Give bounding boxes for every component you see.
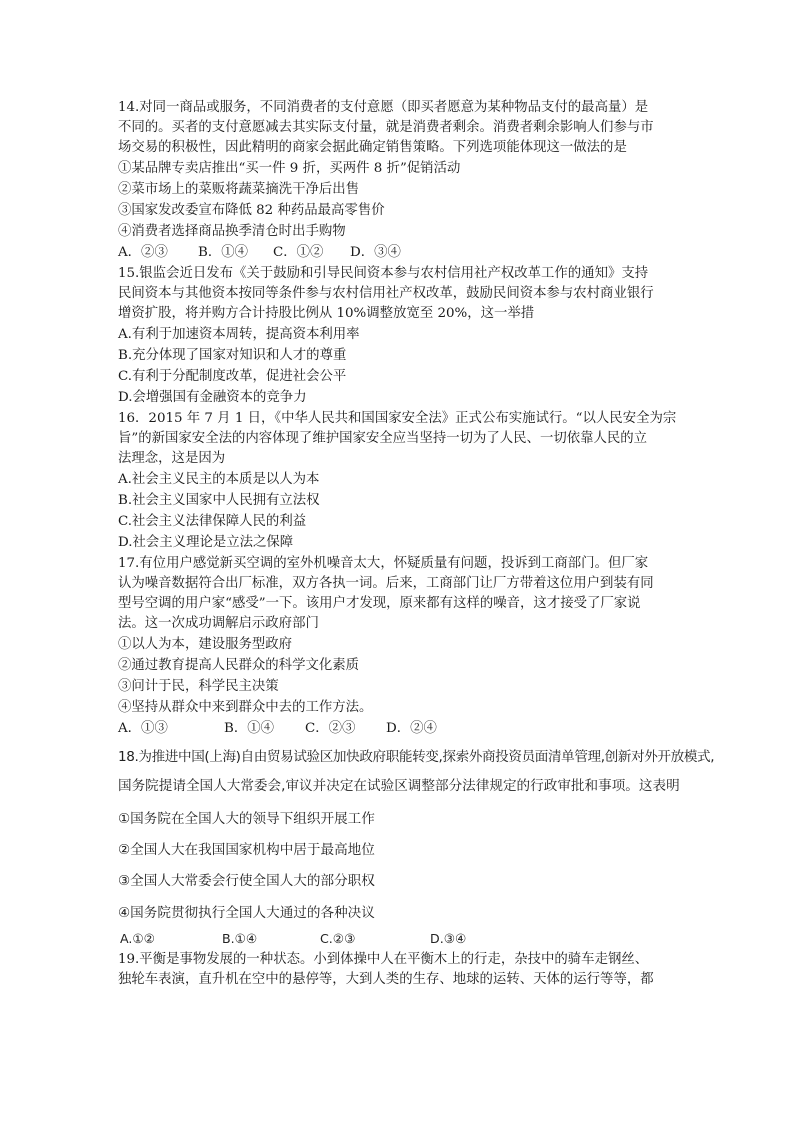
q16-stem-line-3: 法理念，这是因为 bbox=[118, 451, 226, 466]
q17-stem-line-1: 17.有位用户感觉新买空调的室外机噪音太大，怀疑质量有问题，投诉到工商部门。但厂家 bbox=[118, 556, 649, 571]
q14-answer-b: B．①④ bbox=[198, 245, 249, 260]
q15-option-d: D.会增强国有金融资本的竞争力 bbox=[118, 390, 307, 405]
q17-stem-line-3: 型号空调的用户家“感受”一下。该用户才发现，原来都有这样的噪音，这才接受了厂家说 bbox=[118, 596, 641, 611]
q18-item-2: ②全国人大在我国国家机构中居于最高地位 bbox=[118, 842, 375, 858]
q17-answer-d: D．②④ bbox=[386, 721, 437, 736]
q17-item-1: ①以人为本，建设服务型政府 bbox=[118, 637, 293, 652]
q17-answer-a: A．①③ bbox=[118, 721, 168, 736]
q16-option-a: A.社会主义民主的本质是以人为本 bbox=[118, 472, 320, 487]
q15-stem-line-3: 增资扩股，将并购方合计持股比例从 10%调整放宽至 20%，这一举措 bbox=[118, 306, 535, 321]
q18-answer-d: D.③④ bbox=[430, 931, 467, 946]
q15-stem-line-2: 民间资本与其他资本按同等条件参与农村信用社产权改革，鼓励民间资本参与农村商业银行 bbox=[118, 286, 654, 301]
q15-option-c: C.有利于分配制度改革，促进社会公平 bbox=[118, 369, 347, 384]
q16-stem-line-2: 旨”的新国家安全法的内容体现了维护国家安全应当坚持一切为了人民、一切依靠人民的立 bbox=[118, 431, 648, 446]
q16-option-d: D.社会主义理论是立法之保障 bbox=[118, 535, 294, 550]
q18-stem-line-1: 18.为推进中国(上海)自由贸易试验区加快政府职能转变,探索外商投资员面清单管理,创新对外开放模式, bbox=[118, 749, 715, 765]
q19-stem-line-2: 独轮车表演，直升机在空中的悬停等，大到人类的生存、地球的运转、天体的运行等等，都 bbox=[118, 972, 654, 987]
q16-option-b: B.社会主义国家中人民拥有立法权 bbox=[118, 493, 320, 508]
q19-stem-line-1: 19.平衡是事物发展的一种状态。小到体操中人在平衡木上的行走，杂技中的骑车走钢丝、 bbox=[118, 952, 649, 967]
q18-item-1: ①国务院在全国人大的领导下组织开展工作 bbox=[118, 811, 375, 827]
q17-item-3: ③问计于民，科学民主决策 bbox=[118, 679, 279, 694]
q17-stem-line-2: 认为噪音数据符合出厂标准，双方各执一词。后来，工商部门让厂方带着这位用户到装有同 bbox=[118, 576, 654, 591]
q14-answer-a: A．②③ bbox=[118, 245, 168, 260]
q18-item-3: ③全国人大常委会行使全国人大的部分职权 bbox=[118, 873, 375, 889]
q17-item-4: ④坚持从群众中来到群众中去的工作方法。 bbox=[118, 700, 373, 715]
q17-item-2: ②通过教育提高人民群众的科学文化素质 bbox=[118, 658, 360, 673]
q18-answer-a: A.①② bbox=[120, 931, 155, 946]
q16-option-c: C.社会主义法律保障人民的利益 bbox=[118, 514, 307, 529]
q14-item-2: ②菜市场上的菜贩将蔬菜摘洗干净后出售 bbox=[118, 182, 360, 197]
q17-stem-line-4: 法。这一次成功调解启示政府部门 bbox=[118, 616, 319, 631]
q14-stem-line-2: 不同的。买者的支付意愿减去其实际支付量，就是消费者剩余。消费者剩余影响人们参与市 bbox=[118, 120, 654, 135]
q17-answer-c: C．②③ bbox=[305, 721, 356, 736]
q18-answer-c: C.②③ bbox=[320, 931, 356, 946]
q18-answer-b: B.①④ bbox=[222, 931, 258, 946]
q14-stem-line-3: 场交易的积极性，因此精明的商家会据此确定销售策略。下列选项能体现这一做法的是 bbox=[118, 140, 627, 155]
q15-option-b: B.充分体现了国家对知识和人才的尊重 bbox=[118, 348, 347, 363]
q14-answer-c: C．①② bbox=[273, 245, 324, 260]
q15-stem-line-1: 15.银监会近日发布《关于鼓励和引导民间资本参与农村信用社产权改革工作的通知》支持 bbox=[118, 266, 649, 281]
q14-item-3: ③国家发改委宣布降低 82 种药品最高零售价 bbox=[118, 203, 385, 218]
q18-stem-line-2: 国务院提请全国人大常委会,审议并决定在试验区调整部分法律规定的行政审批和事项。这表明 bbox=[118, 778, 680, 794]
q16-stem-line-1: 16．2015 年 7 月 1 日，《中华人民共和国国家安全法》正式公布实施试行。“以人民安全为宗 bbox=[118, 411, 677, 426]
q14-stem-line-1: 14.对同一商品或服务，不同消费者的支付意愿（即买者愿意为某种物品支付的最高量）是 bbox=[118, 100, 649, 115]
q17-answer-b: B．①④ bbox=[224, 721, 275, 736]
q15-option-a: A.有利于加速资本周转，提高资本利用率 bbox=[118, 327, 360, 342]
q14-item-1: ①某品牌专卖店推出“买一件 9 折，买两件 8 折”促销活动 bbox=[118, 161, 461, 176]
q14-item-4: ④消费者选择商品换季清仓时出手购物 bbox=[118, 224, 346, 239]
q18-item-4: ④国务院贯彻执行全国人大通过的各种决议 bbox=[118, 905, 375, 921]
q14-answer-d: D．③④ bbox=[350, 245, 401, 260]
